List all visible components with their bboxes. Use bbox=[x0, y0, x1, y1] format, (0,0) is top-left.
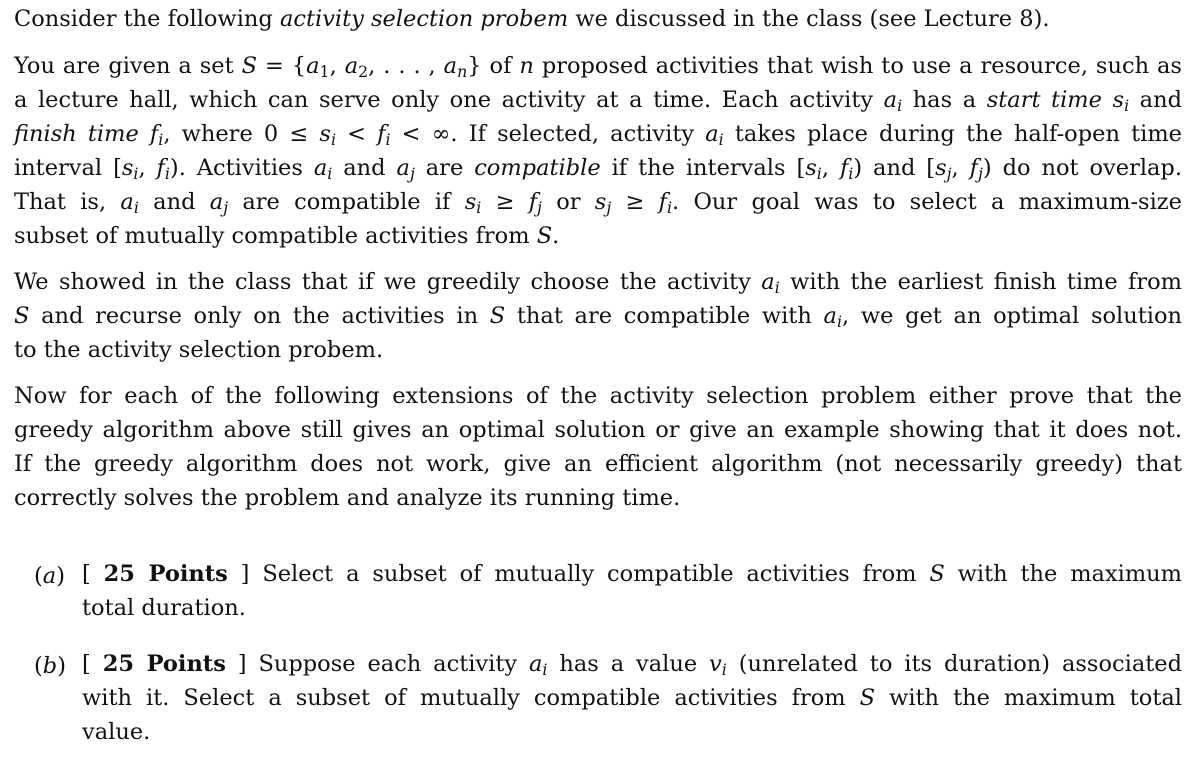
paragraph-line: a lecture hall, which can serve only one activity at a time. Each activity $a_i$ has a start time $s_i$ and bbox=[14, 87, 1182, 115]
item-line: value. bbox=[82, 719, 151, 745]
paragraph-line: S and recurse only on the activities in S that are compatible with $a_i$, we get an optimal solution bbox=[14, 303, 1182, 331]
intro-line: Consider the following activity selection probem we discussed in the class (see Lecture 8). bbox=[14, 6, 1050, 32]
paragraph-line: We showed in the class that if we greedily choose the activity $a_i$ with the earliest finish time from bbox=[14, 269, 1182, 297]
item-line: with it. Select a subset of mutually compatible activities from S with the maximum total bbox=[82, 685, 1182, 711]
item-line: total duration. bbox=[82, 595, 246, 621]
item-label: (b) bbox=[34, 653, 66, 679]
paragraph-line: Now for each of the following extensions of the activity selection problem either prove that the bbox=[14, 383, 1182, 409]
item-label: (a) bbox=[34, 563, 65, 589]
paragraph-line: finish time $f_i$, where $0 \le s_i < f_i$ < ∞. If selected, activity $a_i$ takes place during the half-open time bbox=[14, 121, 1182, 149]
paragraph-line: If the greedy algorithm does not work, give an efficient algorithm (not necessarily greedy) that bbox=[14, 451, 1182, 477]
paragraph-line: correctly solves the problem and analyze its running time. bbox=[14, 485, 681, 511]
item-line: [ 25 Points ] Suppose each activity $a_i$ has a value $v_i$ (unrelated to its duration) associated bbox=[82, 651, 1182, 679]
item-line: [ 25 Points ] Select a subset of mutually compatible activities from S with the maximum bbox=[82, 561, 1183, 587]
paragraph-line: You are given a set $S = \{a_1$, $a_2$, . . . , $a_n$} of n proposed activities that wish to use a resource, such as bbox=[14, 53, 1182, 81]
paragraph-line: subset of mutually compatible activities from S. bbox=[14, 223, 560, 249]
paragraph-line: greedy algorithm above still gives an optimal solution or give an example showing that it does not. bbox=[14, 417, 1182, 443]
paragraph-line: That is, $a_i$ and $a_j$ are compatible if $s_i \ge f_j$ or $s_j \ge f_i$. Our goal was to select a maximum-size bbox=[14, 189, 1182, 217]
paragraph-line: interval [$s_i$, $f_i$). Activities $a_i$ and $a_j$ are compatible if the intervals [$s_i$, $f_i$) and [$s_j$, $f_j$) do not overlap. bbox=[14, 155, 1182, 183]
paragraph-line: to the activity selection probem. bbox=[14, 337, 384, 363]
